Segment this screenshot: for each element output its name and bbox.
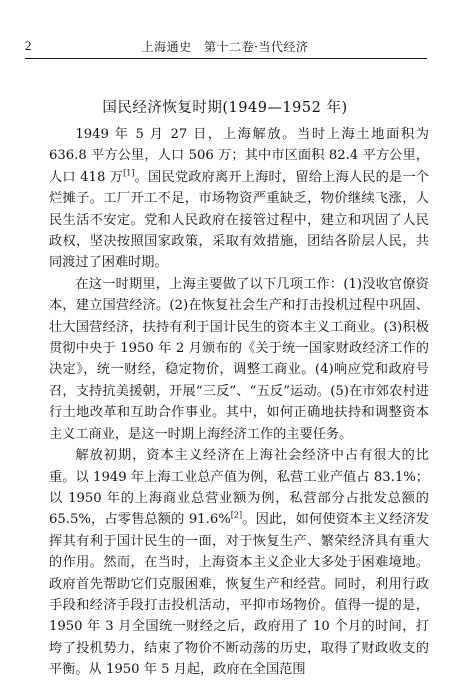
paragraph-text: 解放初期，资本主义经济在上海社会经济中占有很大的比重。以 1949 年上海工业总产值为例，私营工业产值占 83.1%；以 1950 年的上海商业总营业额为例，私营部分占批发总额的 65.5%，占零售总额的 91.6% xyxy=(49,448,429,528)
paragraph-text: 。国民党政府离开上海时，留给上海人民的是一个烂摊子。工厂开工不足，市场物资严重缺乏，物价继续飞涨，人民生活不安定。党和人民政府在接管过程中，建立和巩固了人民政权，坚决按照国家政策，采取有效措施，团结各阶层人民，共同渡过了困难时期。 xyxy=(49,169,429,271)
paragraph-text: 1949 年 5 月 27 日，上海解放。当时上海土地面积为 636.8 平方公里，人口 506 万；其中市区面积 82.4 平方公里，人口 418 万 xyxy=(49,127,429,185)
paragraph xyxy=(49,274,429,445)
paragraph-text: 。因此，如何使资本主义经济发挥其有利于国计民生的一面，对于恢复生产、繁荣经济具有重大的作用。然而，在当时，上海资本主义企业大多处于困难境地。政府首先帮助它们克服困难，恢复生产和经营。同时，利用行政手段和经济手段打击投机活动，平抑市场物价。值得一提的是，1950 年 3 月全国统一财经之后，政府用了 10 个月的时间，打垮了投机势力，结束了物价不断动荡的历史，取得了财政收支的平衡。从 1950 年 5 月起，政府在全国范围 xyxy=(49,512,430,678)
page-number: 2 xyxy=(25,38,32,53)
body-text xyxy=(49,124,429,681)
paragraph-text: 在这一时期里，上海主要做了以下几项工作：(1)没收官僚资本，建立国营经济。(2)在恢复社会生产和打击投机过程中巩固、壮大国营经济，扶持有利于国计民生的资本主义工商业。(3)积极贯彻中央于 1950 年 2 月颁布的《关于统一国家财政经济工作的决定》，统一财经，稳定物价，调整工商业。(4)响应党和政府号召，支持抗美援朝，开展“三反”、“五反”运动。(5)在市郊农村进行土地改革和互助合作事业。其中，如何正确地扶持和调整资本主义工商业，是这一时期上海经济工作的主要任务。 xyxy=(49,276,429,442)
paragraph xyxy=(49,445,429,680)
running-head: 上海通史 第十二卷·当代经济 xyxy=(141,40,309,54)
footnote-ref: [1] xyxy=(123,168,135,178)
paragraph xyxy=(49,124,429,274)
section-title: 国民经济恢复时期(1949—1952 年) xyxy=(102,100,348,116)
footnote-ref: [2] xyxy=(230,510,243,520)
header-rule xyxy=(25,58,427,59)
